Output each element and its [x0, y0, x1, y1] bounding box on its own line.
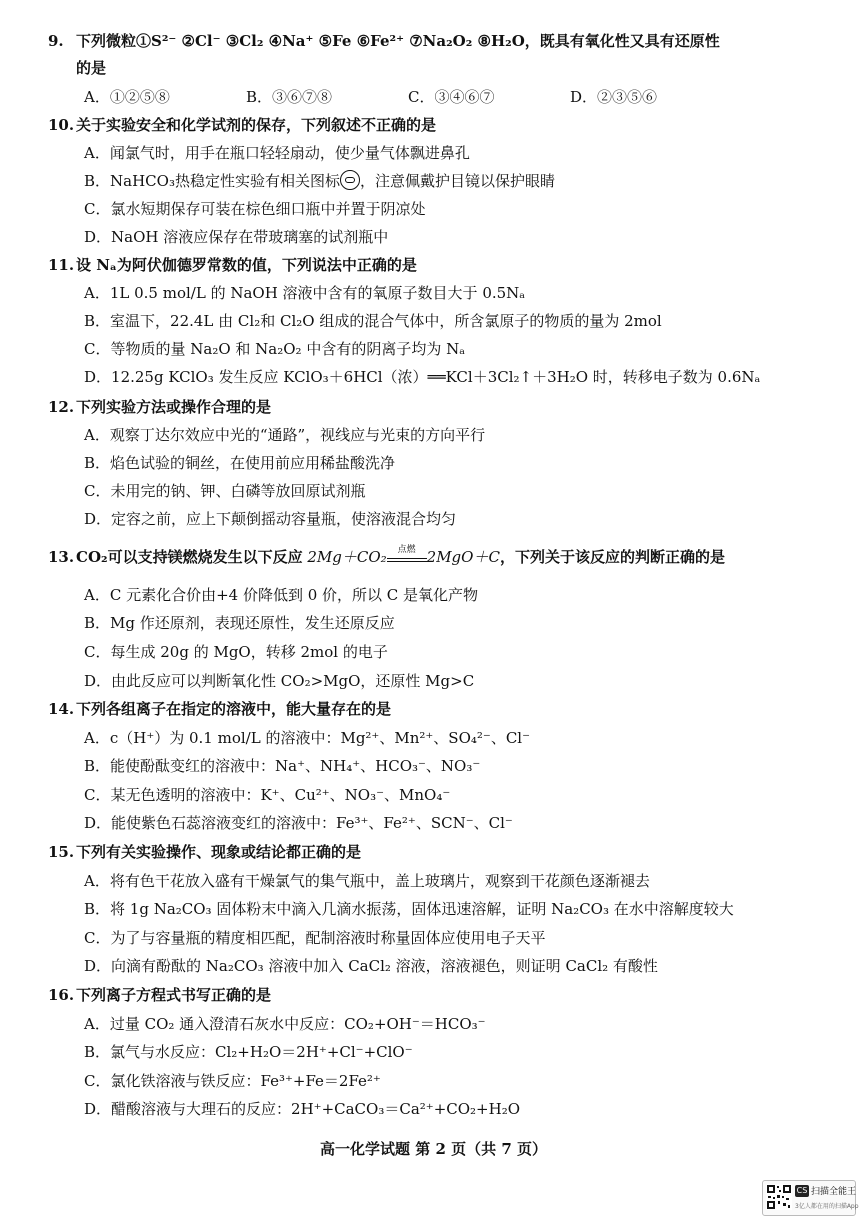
question-stem: 下列有关实验操作、现象或结论都正确的是	[76, 843, 362, 861]
option-a: A．①②⑤⑧	[84, 88, 170, 106]
option-a: A．过量 CO₂ 通入澄清石灰水中反应：CO₂+OH⁻＝HCO₃⁻	[84, 1015, 486, 1033]
question-stem: 下列各组离子在指定的溶液中，能大量存在的是	[76, 700, 392, 718]
question-9	[48, 30, 838, 79]
option-b: B．能使酚酞变红的溶液中：Na⁺、NH₄⁺、HCO₃⁻、NO₃⁻	[84, 757, 481, 775]
scanner-watermark	[762, 1180, 859, 1216]
question-stem: 下列实验方法或操作合理的是	[76, 398, 272, 416]
option-d: D．定容之前，应上下颠倒摇动容量瓶，使溶液混合均匀	[84, 510, 457, 528]
question-stem-post: ，下列关于该反应的判断正确的是	[499, 548, 725, 566]
option-a: A．C 元素化合价由+4 价降低到 0 价，所以 C 是氧化产物	[84, 586, 479, 604]
option-b	[84, 170, 555, 192]
reaction-equation	[307, 546, 500, 568]
question-stem-pre: CO₂可以支持镁燃烧发生以下反应	[76, 548, 303, 566]
option-b-text-pre: B．NaHCO₃热稳定性实验有相关图标	[84, 172, 340, 190]
question-stem: 设 Nₐ为阿伏伽德罗常数的值，下列说法中正确的是	[76, 256, 417, 274]
option-a: A．c（H⁺）为 0.1 mol/L 的溶液中：Mg²⁺、Mn²⁺、SO₄²⁻、Cl⁻	[84, 729, 531, 747]
option-b: B．氯气与水反应：Cl₂+H₂O＝2H⁺+Cl⁻+ClO⁻	[84, 1043, 413, 1061]
question-number: 15.	[48, 843, 75, 861]
question-number: 12.	[48, 398, 75, 416]
option-d: D．向滴有酚酞的 Na₂CO₃ 溶液中加入 CaCl₂ 溶液，溶液褪色，则证明 CaCl₂ 有酸性	[84, 957, 658, 975]
option-c: C．每生成 20g 的 MgO，转移 2mol 的电子	[84, 643, 388, 661]
question-stem: 下列微粒①S²⁻ ②Cl⁻ ③Cl₂ ④Na⁺ ⑤Fe ⑥Fe²⁺ ⑦Na₂O₂ ⑧H₂O，既具有氧化性又具有还原性	[76, 32, 720, 50]
option-d: D．醋酸溶液与大理石的反应：2H⁺+CaCO₃＝Ca²⁺+CO₂+H₂O	[84, 1100, 521, 1118]
reaction-condition: 点燃	[397, 545, 416, 555]
option-b-text-post: ，注意佩戴护目镜以保护眼睛	[359, 172, 555, 190]
option-c: C．氯化铁溶液与铁反应：Fe³⁺+Fe＝2Fe²⁺	[84, 1072, 381, 1090]
qr-code-icon	[766, 1184, 792, 1210]
option-a: A．1L 0.5 mol/L 的 NaOH 溶液中含有的氧原子数目大于 0.5Nₐ	[84, 284, 526, 302]
question-number: 11.	[48, 256, 75, 274]
question-16	[48, 984, 838, 1006]
option-a: A．闻氯气时，用手在瓶口轻轻扇动，使少量气体飘进鼻孔	[84, 144, 470, 162]
question-9-options	[84, 86, 804, 108]
option-b: B．焰色试验的铜丝，在使用前应用稀盐酸洗净	[84, 454, 396, 472]
scanner-tagline: 3亿人都在用的扫描App	[795, 1203, 859, 1210]
option-c: C．③④⑥⑦	[408, 88, 495, 106]
option-c: C．为了与容量瓶的精度相匹配，配制溶液时称量固体应使用电子天平	[84, 929, 546, 947]
question-12	[48, 396, 838, 418]
camscanner-logo-icon: CS	[796, 1186, 808, 1195]
question-number: 16.	[48, 986, 75, 1004]
option-b: B．③⑥⑦⑧	[246, 88, 333, 106]
option-d: D．12.25g KClO₃ 发生反应 KClO₃＋6HCl（浓）══KCl＋3Cl₂↑＋3H₂O 时，转移电子数为 0.6Nₐ	[84, 368, 761, 386]
option-d: D．②③⑤⑥	[570, 88, 658, 106]
question-number: 10.	[48, 116, 75, 134]
option-c: C．氯水短期保存可装在棕色细口瓶中并置于阴凉处	[84, 200, 426, 218]
option-c: C．某无色透明的溶液中：K⁺、Cu²⁺、NO₃⁻、MnO₄⁻	[84, 786, 451, 804]
reaction-left: 2Mg＋CO₂	[307, 548, 387, 566]
question-13	[48, 546, 838, 568]
question-10	[48, 114, 838, 136]
question-14	[48, 698, 838, 720]
question-number: 13.	[48, 548, 75, 566]
question-15	[48, 841, 838, 863]
question-stem: 下列离子方程式书写正确的是	[76, 986, 272, 1004]
option-a: A．将有色干花放入盛有干燥氯气的集气瓶中，盖上玻璃片，观察到干花颜色逐渐褪去	[84, 872, 650, 890]
option-d: D．能使紫色石蕊溶液变红的溶液中：Fe³⁺、Fe²⁺、SCN⁻、Cl⁻	[84, 814, 513, 832]
reaction-arrow	[387, 545, 427, 562]
scanner-app-name: 扫描全能王	[811, 1187, 857, 1197]
reaction-right: 2MgO＋C	[426, 548, 500, 566]
goggles-hazard-icon	[340, 170, 360, 190]
question-11	[48, 254, 838, 276]
question-number: 9.	[48, 32, 64, 50]
option-c: C．未用完的钠、钾、白磷等放回原试剂瓶	[84, 482, 366, 500]
question-stem: 关于实验安全和化学试剂的保存，下列叙述不正确的是	[76, 116, 437, 134]
question-number: 14.	[48, 700, 75, 718]
option-a: A．观察丁达尔效应中光的“通路”，视线应与光束的方向平行	[84, 426, 486, 444]
option-b: B．Mg 作还原剂，表现还原性，发生还原反应	[84, 614, 395, 632]
option-c: C．等物质的量 Na₂O 和 Na₂O₂ 中含有的阴离子均为 Nₐ	[84, 340, 466, 358]
option-d: D．NaOH 溶液应保存在带玻璃塞的试剂瓶中	[84, 228, 389, 246]
option-d: D．由此反应可以判断氧化性 CO₂>MgO，还原性 Mg>C	[84, 672, 475, 690]
question-stem-continued: 的是	[76, 59, 107, 77]
option-b: B．室温下，22.4L 由 Cl₂和 Cl₂O 组成的混合气体中，所含氯原子的物质的量为 2mol	[84, 312, 662, 330]
option-b: B．将 1g Na₂CO₃ 固体粉末中滴入几滴水振荡，固体迅速溶解，证明 Na₂CO₃ 在水中溶解度较大	[84, 900, 734, 918]
page-footer: 高一化学试题 第 2 页（共 7 页）	[320, 1140, 547, 1158]
